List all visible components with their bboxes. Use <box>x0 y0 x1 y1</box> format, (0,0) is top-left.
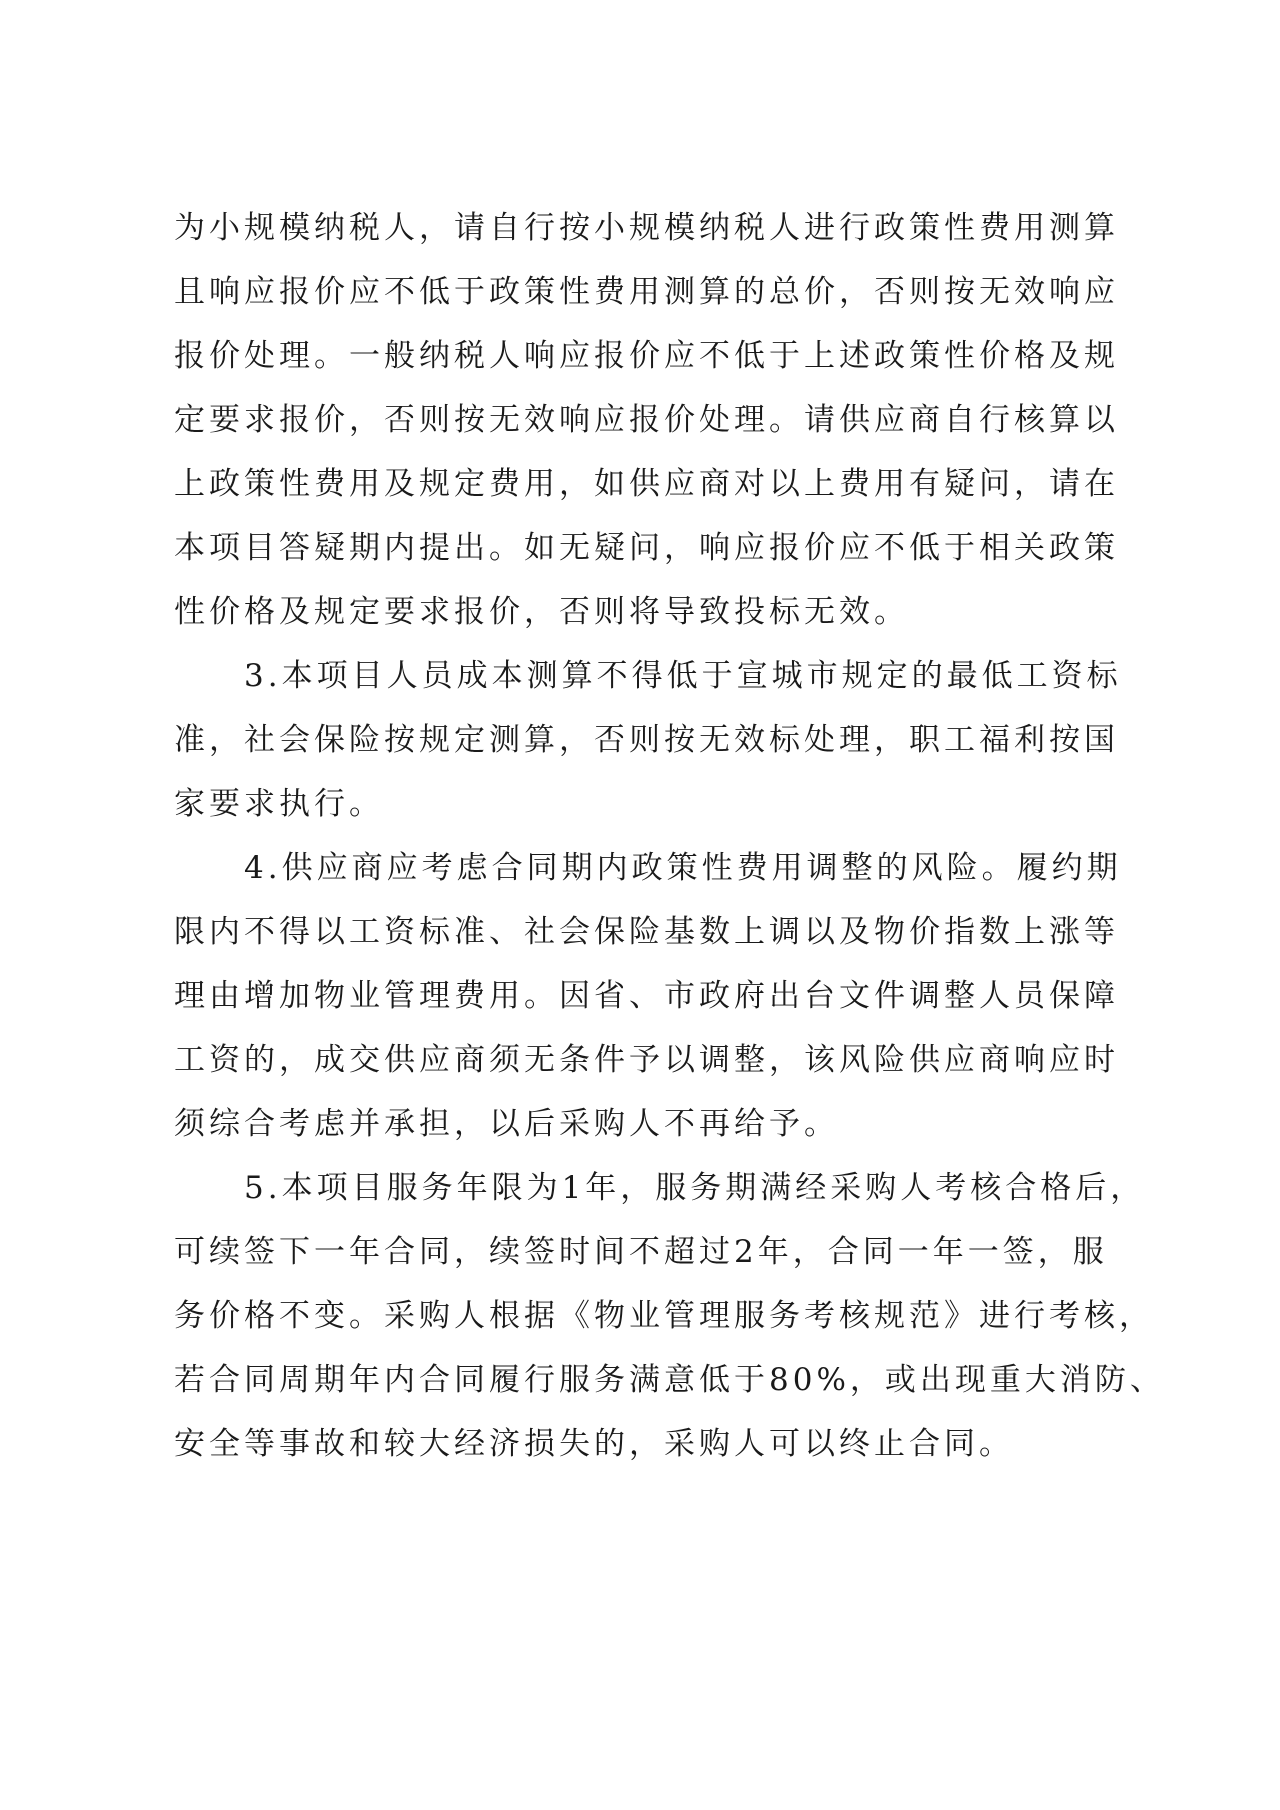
document-body <box>174 196 1165 1476</box>
text-line: 定要求报价，否则按无效响应报价处理。请供应商自行核算以 <box>174 402 1119 438</box>
text-line: 限内不得以工资标准、社会保险基数上调以及物价指数上涨等 <box>174 914 1119 950</box>
text-line: 且响应报价应不低于政策性费用测算的总价，否则按无效响应 <box>174 274 1119 310</box>
text-line: 安全等事故和较大经济损失的，采购人可以终止合同。 <box>174 1426 1014 1462</box>
text-line: 可续签下一年合同，续签时间不超过2年，合同一年一签，服 <box>174 1234 1108 1270</box>
text-line: 家要求执行。 <box>174 786 384 822</box>
paragraph-4-start: 4.供应商应考虑合同期内政策性费用调整的风险。履约期 <box>244 850 1122 886</box>
text-line: 报价处理。一般纳税人响应报价应不低于上述政策性价格及规 <box>174 338 1119 374</box>
paragraph-3-start: 3.本项目人员成本测算不得低于宣城市规定的最低工资标 <box>244 658 1122 694</box>
paragraph-5-start: 5.本项目服务年限为1年，服务期满经采购人考核合格后， <box>244 1170 1146 1206</box>
text-line: 理由增加物业管理费用。因省、市政府出台文件调整人员保障 <box>174 978 1119 1014</box>
text-line: 准，社会保险按规定测算，否则按无效标处理，职工福利按国 <box>174 722 1119 758</box>
text-line: 须综合考虑并承担，以后采购人不再给予。 <box>174 1106 839 1142</box>
text-line: 务价格不变。采购人根据《物业管理服务考核规范》进行考核， <box>174 1298 1154 1334</box>
text-line: 本项目答疑期内提出。如无疑问，响应报价应不低于相关政策 <box>174 530 1119 566</box>
text-line: 工资的，成交供应商须无条件予以调整，该风险供应商响应时 <box>174 1042 1119 1078</box>
text-line: 上政策性费用及规定费用，如供应商对以上费用有疑问，请在 <box>174 466 1119 502</box>
text-line: 为小规模纳税人，请自行按小规模纳税人进行政策性费用测算 <box>174 210 1119 246</box>
text-line: 若合同周期年内合同履行服务满意低于80%，或出现重大消防、 <box>174 1362 1165 1398</box>
text-line: 性价格及规定要求报价，否则将导致投标无效。 <box>174 594 909 630</box>
